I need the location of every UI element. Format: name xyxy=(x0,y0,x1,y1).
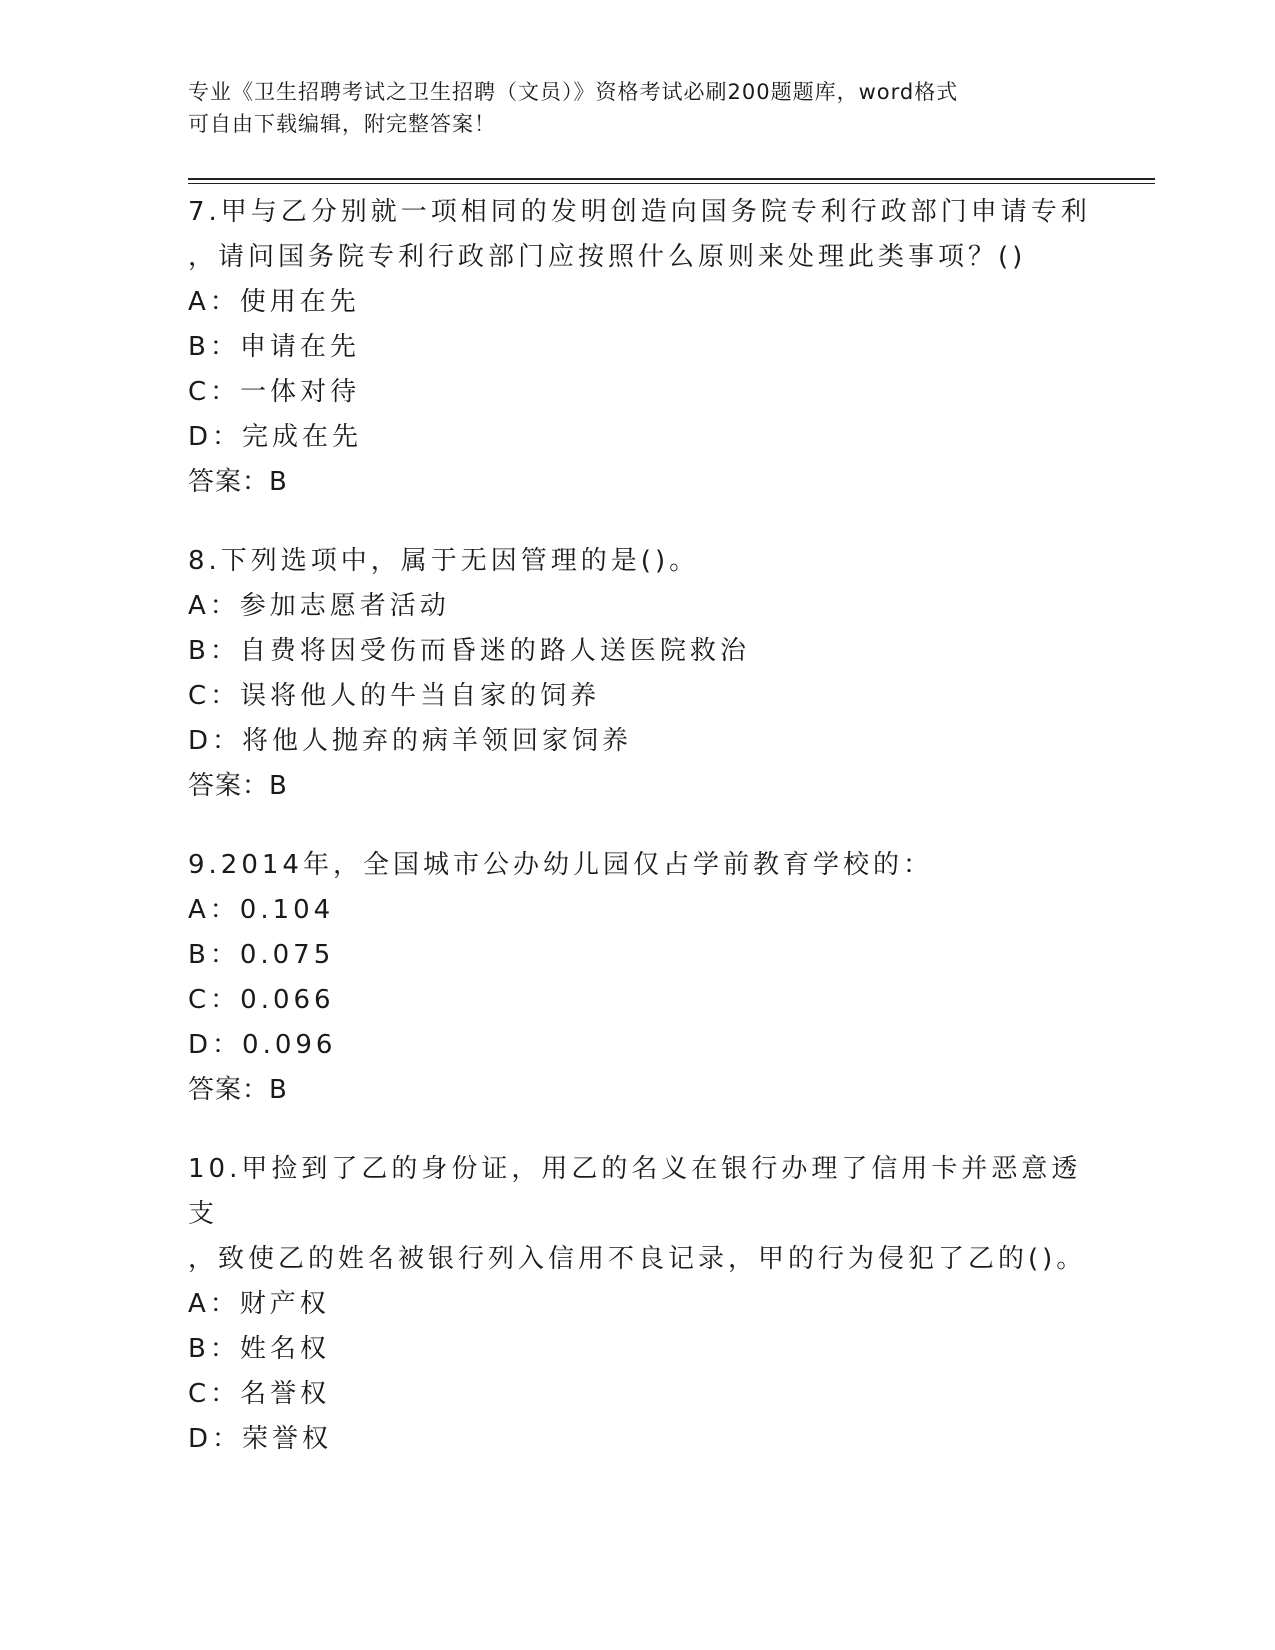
question-stem: 7.甲与乙分别就一项相同的发明创造向国务院专利行政部门申请专利 ，请问国务院专利行政部门应按照什么原则来处理此类事项？() xyxy=(188,197,1091,272)
option-d: D：完成在先 xyxy=(188,422,363,452)
option-d: D：将他人抛弃的病羊领回家饲养 xyxy=(188,726,633,756)
question-list xyxy=(188,190,1108,1496)
question-9 xyxy=(188,843,1108,1113)
question-stem: 10.甲捡到了乙的身份证，用乙的名义在银行办理了信用卡并恶意透支 ，致使乙的姓名被银行列入信用不良记录，甲的行为侵犯了乙的()。 xyxy=(188,1154,1087,1274)
option-b: B：自费将因受伤而昏迷的路人送医院救治 xyxy=(188,636,750,666)
answer-line: 答案：B xyxy=(188,467,288,497)
option-b: B：申请在先 xyxy=(188,332,360,362)
answer-line: 答案：B xyxy=(188,1075,288,1105)
option-b: B：0.075 xyxy=(188,940,335,970)
question-10 xyxy=(188,1147,1108,1462)
option-c: C：0.066 xyxy=(188,985,335,1015)
option-a: A：使用在先 xyxy=(188,287,360,317)
question-8 xyxy=(188,539,1108,809)
question-stem: 8.下列选项中，属于无因管理的是()。 xyxy=(188,546,700,576)
header-rule-thin xyxy=(188,183,1155,184)
header-rule-thick xyxy=(188,178,1155,180)
option-d: D：0.096 xyxy=(188,1030,337,1060)
option-a: A：参加志愿者活动 xyxy=(188,591,450,621)
option-d: D：荣誉权 xyxy=(188,1424,333,1454)
option-a: A：财产权 xyxy=(188,1289,330,1319)
answer-line: 答案：B xyxy=(188,771,288,801)
option-c: C：一体对待 xyxy=(188,377,361,407)
option-c: C：名誉权 xyxy=(188,1379,331,1409)
question-7 xyxy=(188,190,1108,505)
option-c: C：误将他人的牛当自家的饲养 xyxy=(188,681,601,711)
document-header: 专业《卫生招聘考试之卫生招聘（文员）》资格考试必刷200题题库，word格式 可自由下载编辑，附完整答案！ xyxy=(188,80,959,136)
question-stem: 9.2014年，全国城市公办幼儿园仅占学前教育学校的： xyxy=(188,850,933,880)
option-b: B：姓名权 xyxy=(188,1334,330,1364)
option-a: A：0.104 xyxy=(188,895,335,925)
